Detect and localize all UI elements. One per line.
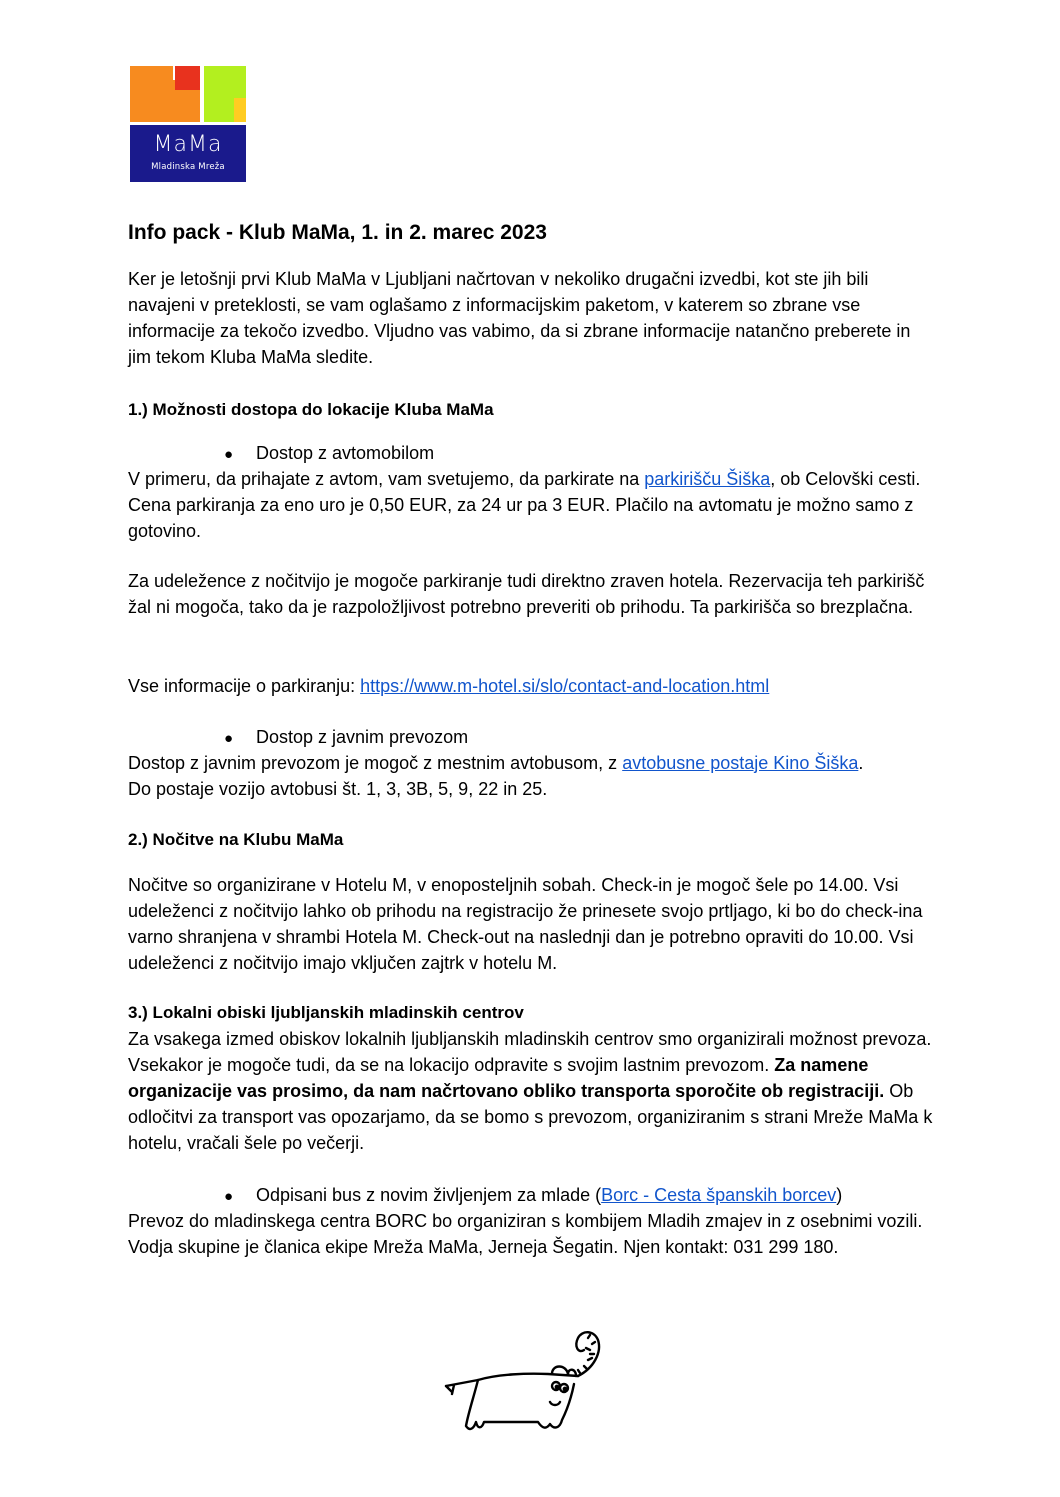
logo-orange-block-tall [130, 66, 173, 122]
page-title: Info pack - Klub MaMa, 1. in 2. marec 2023 [128, 221, 547, 244]
section-2-heading: 2.) Nočitve na Klubu MaMa [128, 830, 344, 849]
section-1-heading: 1.) Možnosti dostopa do lokacije Kluba MaMa [128, 400, 494, 419]
text: V primeru, da prihajate z avtom, vam svetujemo, da parkirate na [128, 469, 645, 489]
logo-subtitle: Mladinska Mreža [151, 162, 225, 172]
borc-paragraph: Prevoz do mladinskega centra BORC bo organiziran s kombijem Mladih zmajev in z osebnimi vozili. Vodja skupine je članica ekipe Mreža MaMa, Jerneja Šegatin. Njen kontakt: 031 299 180. [128, 1211, 923, 1257]
bullet-car-access [224, 440, 434, 468]
mama-logo [130, 66, 246, 182]
bullet-borc [224, 1182, 842, 1210]
car-access-paragraph [128, 466, 938, 544]
bullet-label: Dostop z javnim prevozom [256, 727, 469, 747]
m-hotel-link[interactable]: https://www.m-hotel.si/slo/contact-and-location.html [360, 676, 770, 696]
logo-yellow-block [234, 98, 246, 122]
bullet-icon: ● [224, 446, 234, 463]
intro-paragraph: Ker je letošnji prvi Klub MaMa v Ljubljani načrtovan v nekoliko drugačni izvedbi, kot ste jih bili navajeni v preteklosti, se vam oglašamo z informacijskim paketom, v katerem so zbrane vse informacije za tekočo izvedbo. Vljudno vas vabimo, da si zbrane informacije natančno preberete in jim tekom Kluba MaMa sledite. [128, 269, 911, 367]
text: ) [836, 1185, 843, 1205]
text: Vse informacije o parkiranju: [128, 676, 361, 696]
text: , ob Celovški cesti. Cena parkiranja za eno uro je 0,50 EUR, za 24 ur pa 3 EUR. Plačilo na avtomatu je možno samo z gotovino. [128, 469, 921, 541]
borc-link[interactable]: Borc - Cesta španskih borcev [601, 1185, 837, 1205]
bullet-label: Odpisani bus z novim življenjem za mlade ( [256, 1185, 602, 1205]
section-2-paragraph: Nočitve so organizirane v Hotelu M, v enoposteljnih sobah. Check-in je mogoč šele po 14.00. Vsi udeleženci z nočitvijo lahko ob prihodu na registracijo že prinesete svojo prtljago, ki bo do check-ina varno shranjena v shrambi Hotela M. Check-out na naslednji dan je potrebno opraviti do 10.00. Vsi udeleženci z nočitvijo imajo vključen zajtrk v hotelu M. [128, 875, 923, 973]
bold-notice: Za namene organizacije vas prosimo, da nam načrtovano obliko transporta sporočite ob registraciji. [128, 1055, 885, 1101]
parking-info-paragraph [128, 673, 938, 699]
text: Za vsakega izmed obiskov lokalnih ljubljanskih mladinskih centrov smo organizirali možnost prevoza. Vsekakor je mogoče tudi, da se na lokacijo odpravite s svojim lastnim prevozom. [128, 1029, 932, 1075]
logo-name: MaMa [153, 132, 223, 157]
section-3-heading: 3.) Lokalni obiski ljubljanskih mladinskih centrov [128, 1003, 524, 1022]
section-3-paragraph [128, 1026, 938, 1156]
logo-blue-band [130, 125, 246, 182]
text: . [858, 753, 864, 773]
text: Ob odločitvi za transport vas opozarjamo, da se bomo s prevozom, organiziranim s strani Mreže MaMa k hotelu, vračali šele po večerji. [128, 1081, 933, 1153]
bus-stop-kino-siska-link[interactable]: avtobusne postaje Kino Šiška [622, 753, 859, 773]
bus-lines-paragraph: Do postaje vozijo avtobusi št. 1, 3, 3B, 5, 9, 22 in 25. [128, 779, 548, 799]
elephant-doodle-icon [438, 1318, 618, 1438]
logo-red-block [175, 66, 200, 90]
parking-siska-link[interactable]: parkirišču Šiška [644, 469, 771, 489]
bullet-label: Dostop z avtomobilom [256, 443, 435, 463]
public-transport-paragraph [128, 750, 938, 776]
text: Dostop z javnim prevozom je mogoč z mestnim avtobusom, z [128, 753, 623, 773]
bullet-icon: ● [224, 730, 234, 747]
bullet-icon: ● [224, 1188, 234, 1205]
overnight-parking-paragraph: Za udeležence z nočitvijo je mogoče parkiranje tudi direktno zraven hotela. Rezervacija teh parkirišč žal ni mogoča, tako da je razpoložljivost potrebno preveriti ob prihodu. Ta parkirišča so brezplačna. [128, 571, 925, 617]
bullet-public-transport [224, 724, 468, 752]
